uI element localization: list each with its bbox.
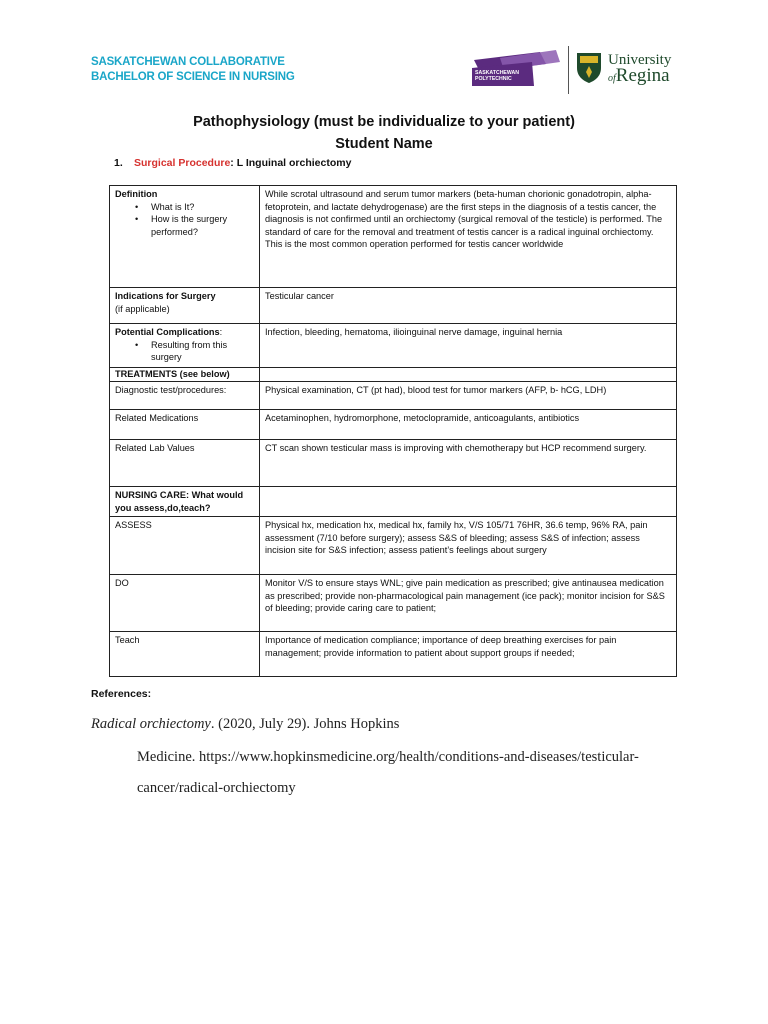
treatments-value: [260, 368, 677, 382]
references-heading: References:: [91, 688, 152, 700]
lab-values-label: Related Lab Values: [110, 440, 260, 487]
medications-label: Related Medications: [110, 410, 260, 440]
definition-label: Definition: [115, 189, 158, 199]
sask-poly-line2: POLYTECHNIC: [475, 76, 512, 82]
lab-values-value: CT scan shown testicular mass is improving with chemotherapy but HCP recommend surgery.: [260, 440, 677, 487]
treatments-label: TREATMENTS (see below): [110, 368, 260, 382]
row-nursing-care: [110, 487, 677, 517]
medications-value: Acetaminophen, hydromorphone, metoclopramide, anticoagulants, antibiotics: [260, 410, 677, 440]
row-indications: [110, 288, 677, 324]
assess-label: ASSESS: [110, 517, 260, 575]
row-diagnostic: [110, 382, 677, 410]
indications-value: Testicular cancer: [260, 288, 677, 324]
complications-bullet-1: • Resulting from this surgery: [115, 339, 254, 364]
indications-sublabel: (if applicable): [115, 303, 170, 314]
nursing-care-value: [260, 487, 677, 517]
reference-line-1: [91, 716, 399, 733]
procedure-number: 1.: [114, 157, 123, 169]
university-of-regina-logo: [576, 46, 686, 94]
indications-label-cell: [110, 288, 260, 324]
row-complications: [110, 324, 677, 368]
procedure-label: Surgical Procedure: [134, 157, 231, 169]
definition-value: While scrotal ultrasound and serum tumor markers (beta-human chorionic gonadotropin, alpha-fetoprotein, and lactate dehydrogenase) are the first steps in the diagnosis of a testis cancer, the diagnosis is not confirmed until an orchiectomy (surgical removal of the testicle) is performed. The standard of care for the removal and treatment of testis cancer is a radical inguinal orchiectomy. This is the most common operation performed for testis cancer worldwide: [260, 186, 677, 288]
complications-label-cell: [110, 324, 260, 368]
nursing-care-label: NURSING CARE: What would you assess,do,teach?: [110, 487, 260, 517]
diagnostic-value: Physical examination, CT (pt had), blood test for tumor markers (AFP, b- hCG, LDH): [260, 382, 677, 410]
row-medications: [110, 410, 677, 440]
uofr-of-text: of: [608, 73, 616, 84]
row-assess: [110, 517, 677, 575]
definition-bullet-1: • What is It?: [115, 201, 254, 214]
assess-value: Physical hx, medication hx, medical hx, family hx, V/S 105/71 76HR, 36.6 temp, 96% RA, pain assessment (7/10 before surgery); assess S&S of bleeding; assess S&S of infection; assess incision site for S&S infection; assess patient’s feelings about surgery: [260, 517, 677, 575]
care-plan-table: [109, 185, 677, 677]
sask-poly-line1: SASKATCHEWAN: [475, 70, 519, 76]
reference-line-2: Medicine. https://www.hopkinsmedicine.org/health/conditions-and-diseases/testicular-: [137, 749, 639, 765]
partner-logos: [470, 44, 685, 96]
uofr-regina-text: Regina: [615, 65, 670, 86]
row-do: [110, 575, 677, 632]
row-teach: [110, 632, 677, 677]
row-definition: [110, 186, 677, 288]
reference-line-3: cancer/radical-orchiectomy: [137, 780, 296, 796]
procedure-value: : L Inguinal orchiectomy: [230, 157, 352, 169]
complications-colon: :: [219, 327, 223, 337]
document-title: Pathophysiology (must be individualize to your patient): [193, 114, 575, 130]
teach-value: Importance of medication compliance; importance of deep breathing exercises for pain management; provide information to patient about support groups if needed;: [260, 632, 677, 677]
reference-title: Radical orchiectomy: [91, 716, 211, 732]
crest-icon: [576, 52, 602, 84]
row-lab-values: [110, 440, 677, 487]
definition-bullet-2: • How is the surgery performed?: [115, 213, 254, 238]
logo-divider: [568, 46, 569, 94]
definition-label-cell: [110, 186, 260, 288]
diagnostic-label: Diagnostic test/procedures:: [110, 382, 260, 410]
program-name-line2: BACHELOR OF SCIENCE IN NURSING: [91, 71, 295, 83]
program-name: [91, 55, 295, 85]
surgical-procedure: [114, 157, 351, 169]
indications-label: Indications for Surgery: [115, 291, 216, 301]
do-label: DO: [110, 575, 260, 632]
reference-rest: . (2020, July 29). Johns Hopkins: [210, 716, 400, 732]
do-value: Monitor V/S to ensure stays WNL; give pain medication as prescribed; give antinausea medication as prescribed; provide non-pharmacological pain management (ice pack); monitor incision for S&S of bleeding; provide caring care to patient;: [260, 575, 677, 632]
complications-value: Infection, bleeding, hematoma, ilioinguinal nerve damage, inguinal hernia: [260, 324, 677, 368]
teach-label: Teach: [110, 632, 260, 677]
saskatchewan-polytechnic-logo: [470, 50, 562, 90]
student-name: Student Name: [335, 136, 433, 152]
uofr-university-text: University: [608, 52, 672, 68]
program-name-line1: SASKATCHEWAN COLLABORATIVE: [91, 56, 285, 68]
complications-label: Potential Complications: [115, 327, 220, 337]
row-treatments: [110, 368, 677, 382]
